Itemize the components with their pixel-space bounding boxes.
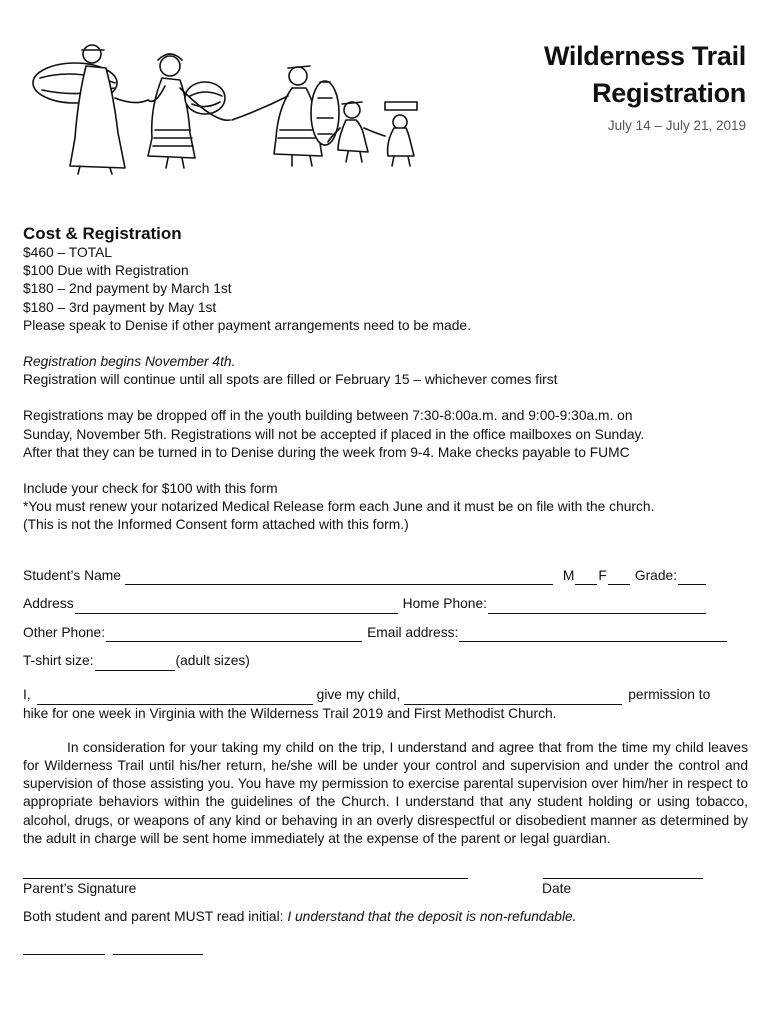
female-label: F (598, 567, 607, 583)
consent-paragraph (23, 739, 748, 848)
form-title (544, 38, 746, 112)
grade-field[interactable] (678, 570, 706, 585)
cost-line: Please speak to Denise if other payment arrangements need to be made. (23, 317, 471, 333)
home-phone-field[interactable] (488, 599, 706, 614)
address-field[interactable] (75, 599, 398, 614)
permission-line-2: hike for one week in Virginia with the Wilderness Trail 2019 and First Methodist Church. (23, 705, 557, 721)
permission-row (23, 685, 748, 705)
student-name-field[interactable] (125, 570, 553, 585)
cost-heading: Cost & Registration (23, 224, 182, 243)
permission-give: give my child, (316, 687, 401, 703)
form-content (23, 224, 748, 966)
permission-i: I, (23, 687, 31, 703)
registration-begins: Registration begins November 4th. (23, 354, 236, 370)
home-phone-label: Home Phone: (402, 596, 487, 612)
female-field[interactable] (608, 570, 630, 585)
address-row (23, 585, 748, 614)
student-name-label: Student’s Name (23, 567, 121, 583)
consent-text: In consideration for your taking my child on the trip, I understand and agree that from the time my child leaves for Wilderness Trail until his/her return, he/she will be under your control and supervision and under the control and supervision of those assisting you. You have my permission to exercise parental supervision over him/her in respect to appropriate behaviors within the guidelines of the Church. I understand that any student holding or using tobacco, alcohol, drugs, or weapons of any kind or behaving in an overly disrespectful or disobedient manner as determined by the adult in charge will be sent home immediately at the expense of the parent or legal guardian. (23, 739, 748, 846)
date-label: Date (542, 881, 572, 897)
parent-signature-label: Parent’s Signature (23, 881, 137, 897)
child-name-field[interactable] (404, 690, 622, 705)
email-label: Email address: (367, 624, 459, 640)
title-line-2: Registration (592, 78, 746, 108)
initial-prefix: Both student and parent MUST read initial: (23, 909, 288, 925)
male-label: M (562, 567, 575, 583)
initial-text: I understand that the deposit is non-refundable. (287, 909, 577, 925)
cost-line: $100 Due with Registration (23, 263, 189, 279)
address-label: Address (23, 596, 74, 612)
title-line-1: Wilderness Trail (543, 41, 746, 71)
travelers-illustration (30, 38, 425, 178)
tshirt-row (23, 642, 748, 671)
include-line: (This is not the Informed Consent form attached with this form.) (23, 517, 409, 533)
student-initial-field[interactable] (23, 942, 105, 955)
tshirt-field[interactable] (95, 656, 175, 671)
signature-row (23, 866, 748, 902)
other-phone-field[interactable] (106, 627, 362, 642)
dropoff-line: Sunday, November 5th. Registrations will not be accepted if placed in the office mailboxes on Sunday. (23, 426, 645, 442)
trip-dates: July 14 – July 21, 2019 (607, 118, 746, 133)
grade-label: Grade: (634, 567, 678, 583)
initial-statement (23, 908, 748, 926)
dropoff-line: Registrations may be dropped off in the youth building between 7:30-8:00a.m. and 9:00-9:30a.m. on (23, 408, 633, 424)
student-row (23, 557, 748, 586)
tshirt-label: T-shirt size: (23, 653, 94, 669)
parent-signature-field[interactable] (23, 866, 468, 879)
other-phone-label: Other Phone: (23, 624, 106, 640)
parent-initial-field[interactable] (113, 942, 203, 955)
male-field[interactable] (575, 570, 597, 585)
adult-sizes-label: (adult sizes) (175, 653, 250, 669)
phone-email-row (23, 614, 748, 643)
email-field[interactable] (459, 627, 727, 642)
dropoff-line: After that they can be turned in to Denise during the week from 9-4. Make checks payable to FUMC (23, 444, 630, 460)
parent-name-field[interactable] (37, 690, 313, 705)
cost-line: $460 – TOTAL (23, 245, 112, 260)
include-line: *You must renew your notarized Medical Release form each June and it must be on file with the church. (23, 499, 655, 515)
include-line: Include your check for $100 with this form (23, 481, 278, 497)
cost-line: $180 – 2nd payment by March 1st (23, 281, 232, 297)
registration-continue: Registration will continue until all spots are filled or February 15 – whichever comes first (23, 372, 558, 388)
date-field[interactable] (543, 866, 703, 879)
initials-row (23, 926, 748, 966)
permission-to: permission to (628, 687, 711, 703)
cost-line: $180 – 3rd payment by May 1st (23, 299, 217, 315)
